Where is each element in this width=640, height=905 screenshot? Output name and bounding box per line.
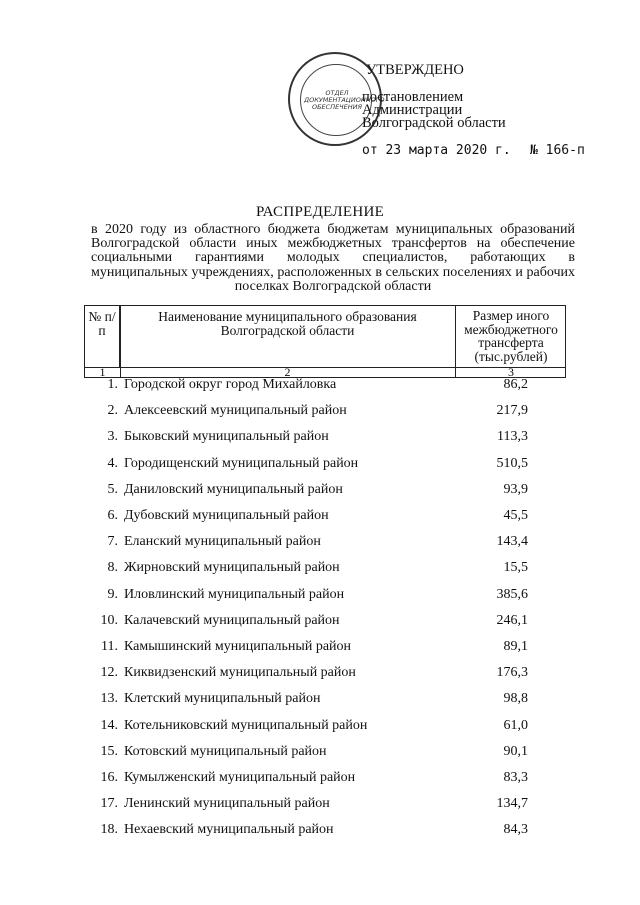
row-amount: 98,8	[503, 691, 528, 707]
row-municipality-name: Нехаевский муниципальный район	[124, 822, 334, 838]
column-number-1: 1	[99, 365, 106, 379]
row-municipality-name: Кумылженский муниципальный район	[124, 770, 356, 785]
row-amount: 15,5	[503, 560, 528, 576]
row-municipality-name: Ленинский муниципальный район	[124, 796, 330, 812]
row-amount: 83,3	[503, 770, 528, 785]
table-row: 13. Клетский муниципальный район 98,8	[100, 691, 528, 707]
row-municipality-name: Дубовский муниципальный район	[124, 508, 329, 523]
column-number-3: 3	[508, 365, 514, 379]
row-amount: 93,9	[503, 481, 528, 497]
column-number-2: 2	[284, 365, 291, 379]
row-amount: 90,1	[503, 743, 528, 759]
row-municipality-name: Даниловский муниципальный район	[124, 481, 343, 497]
header-divider	[455, 306, 456, 367]
table-row: 4. Городищенский муниципальный район 510,5	[107, 455, 528, 471]
table-row: 15. Котовский муниципальный район 90,1	[100, 743, 528, 759]
table-row: 14. Котельниковский муниципальный район 61,0	[100, 717, 528, 733]
row-amount: 385,6	[496, 586, 528, 602]
table-row: 12. Киквидзенский муниципальный район 176,3	[100, 665, 528, 681]
approval-title: УТВЕРЖДЕНО	[366, 62, 464, 78]
row-municipality-name: Калачевский муниципальный район	[124, 612, 340, 628]
row-amount: 45,5	[503, 508, 528, 523]
header-amount: Размер иного межбюджетного трансферта (тыс.рублей)	[464, 308, 558, 364]
row-municipality-name: Городищенский муниципальный район	[124, 455, 359, 471]
table-row: 16. Кумылженский муниципальный район 83,3	[100, 770, 528, 785]
row-municipality-name: Камышинский муниципальный район	[124, 639, 352, 654]
row-amount: 176,3	[496, 665, 528, 681]
row-amount: 510,5	[496, 455, 528, 471]
row-amount: 86,2	[503, 377, 528, 392]
row-municipality-name: Быковский муниципальный район	[124, 429, 329, 445]
table-row: 8. Жирновский муниципальный район 15,5	[107, 560, 528, 576]
row-municipality-name: Киквидзенский муниципальный район	[124, 665, 356, 681]
row-amount: 217,9	[496, 403, 528, 419]
row-municipality-name: Городской округ город Михайловка	[124, 377, 337, 392]
row-amount: 89,1	[503, 639, 528, 654]
table-row: 3. Быковский муниципальный район 113,3	[107, 429, 528, 445]
table-row: 10. Калачевский муниципальный район 246,1	[100, 612, 528, 628]
row-municipality-name: Еланский муниципальный район	[124, 534, 321, 550]
table-row: 17. Ленинский муниципальный район 134,7	[100, 796, 528, 812]
table-row: 9. Иловлинский муниципальный район 385,6	[107, 586, 528, 602]
row-amount: 61,0	[503, 717, 528, 733]
row-municipality-name: Алексеевский муниципальный район	[124, 403, 347, 419]
table-row: 18. Нехаевский муниципальный район 84,3	[100, 822, 528, 838]
approval-number: № 166-п	[530, 143, 585, 158]
stamp-text: ОТДЕЛ ДОКУМЕНТАЦИОННОГО ОБЕСПЕЧЕНИЯ	[304, 89, 385, 111]
row-amount: 143,4	[496, 534, 528, 550]
row-amount: 134,7	[496, 796, 528, 812]
table-row: 6. Дубовский муниципальный район 45,5	[107, 508, 528, 523]
table-row: 2. Алексеевский муниципальный район 217,9	[107, 403, 528, 419]
document-title: РАСПРЕДЕЛЕНИЕ	[255, 204, 385, 220]
table-row: 7. Еланский муниципальный район 143,4	[107, 534, 528, 550]
row-amount: 246,1	[496, 612, 528, 628]
document-subtitle: в 2020 году из областного бюджета бюджетам муниципальных образований Волгоградской области иных межбюджетных трансфертов на обеспечение социальными гарантиями молодых специалистов, работающих в муниципальных учреждениях, расположенных в сельских поселениях и рабочих поселках Волгоградской области	[91, 222, 575, 294]
row-municipality-name: Клетский муниципальный район	[124, 691, 321, 707]
row-municipality-name: Котовский муниципальный район	[124, 743, 327, 759]
approval-line-2: Администрации	[362, 102, 463, 118]
table-row: 5. Даниловский муниципальный район 93,9	[107, 481, 528, 497]
table-row: 1. Городской округ город Михайловка 86,2	[107, 377, 528, 392]
table-header	[84, 305, 566, 368]
row-amount: 113,3	[497, 429, 528, 445]
header-divider-1	[120, 306, 121, 367]
row-municipality-name: Иловлинский муниципальный район	[124, 586, 345, 602]
row-municipality-name: Котельниковский муниципальный район	[124, 717, 368, 733]
header-num: № п/п	[85, 306, 120, 367]
row-amount: 84,3	[503, 822, 528, 838]
approval-date: от 23 марта 2020 г.	[362, 143, 511, 158]
header-name: Наименование муниципального образования Волгоградской области	[158, 309, 417, 338]
approval-line-3: Волгоградской области	[362, 115, 506, 131]
approval-line-1: постановлением	[362, 89, 464, 105]
row-municipality-name: Жирновский муниципальный район	[124, 560, 340, 576]
table-row: 11. Камышинский муниципальный район 89,1	[101, 639, 528, 654]
